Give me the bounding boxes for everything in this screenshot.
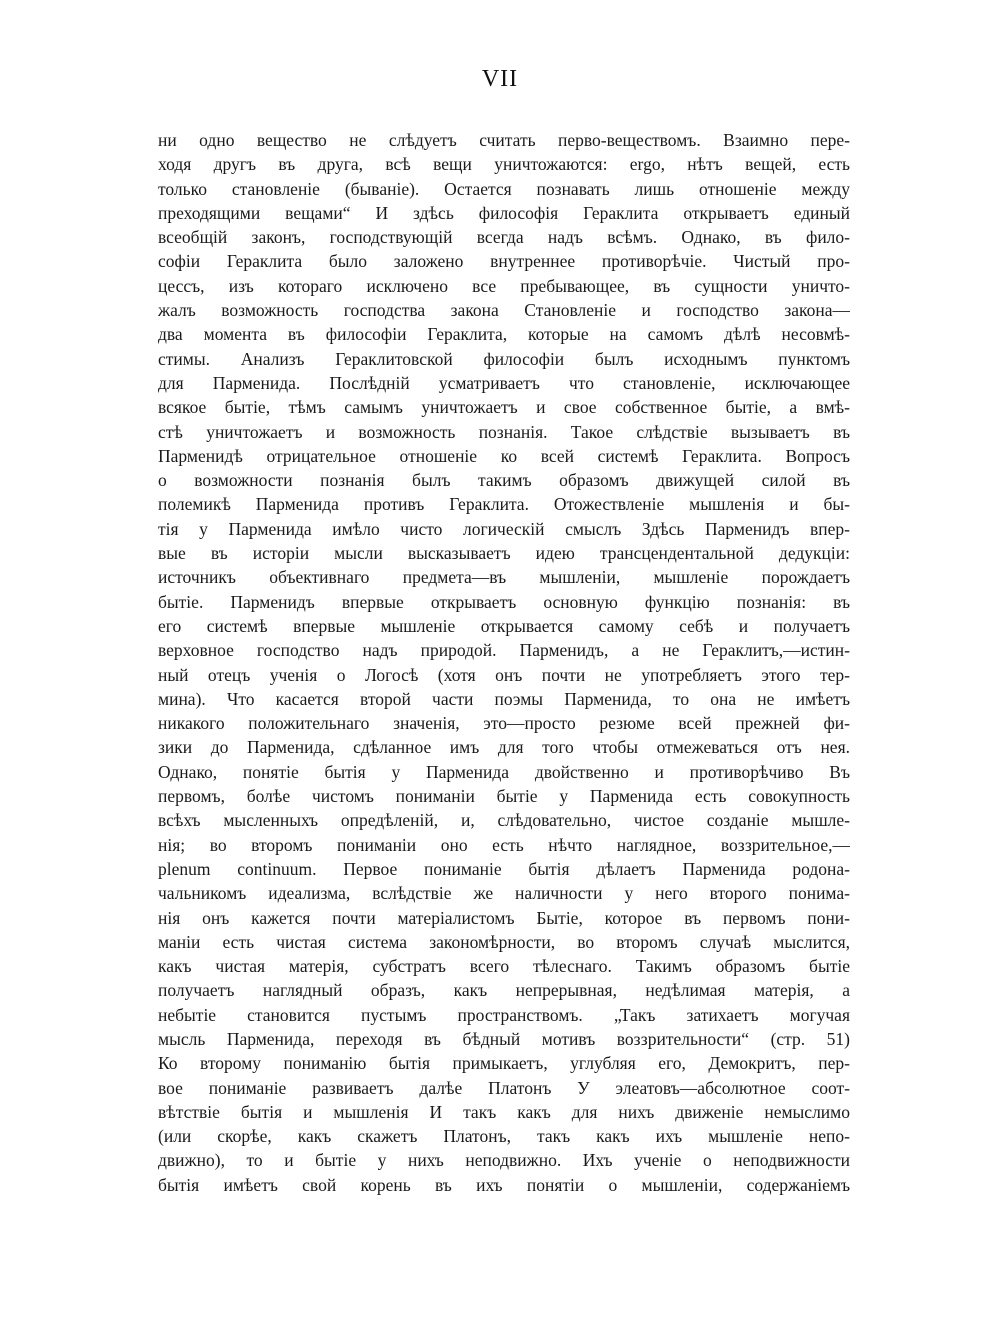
text-line: мина). Что касается второй части поэмы Парменида, то она не имѣетъ xyxy=(158,688,850,709)
text-line: всеобщій законъ, господствующій всегда надъ всѣмъ. Однако, въ фило- xyxy=(158,227,850,248)
text-line: жалъ возможность господства закона Становленіе и господство закона— xyxy=(158,300,850,321)
text-line: верховное господство надъ природой. Парменидъ, а не Гераклитъ,—истин- xyxy=(158,640,850,661)
text-line: получаетъ наглядный образъ, какъ непрерывная, недѣлимая матерія, а xyxy=(158,980,850,1001)
text-line: plenum continuum. Первое пониманіе бытія дѣлаетъ Парменида родона- xyxy=(158,858,850,879)
text-line: ходя другъ въ друга, всѣ вещи уничтожаются: ergo, нѣтъ вещей, есть xyxy=(158,154,850,175)
text-line: нія; во второмъ пониманіи оно есть нѣчто наглядное, воззрительное,— xyxy=(158,834,850,855)
text-line: вѣтствіе бытія и мышленія И такъ какъ для нихъ движеніе немыслимо xyxy=(158,1101,850,1122)
text-line: источникъ объективнаго предмета—въ мышленіи, мышленіе порождаетъ xyxy=(158,567,850,588)
text-line: ный отецъ ученія о Логосѣ (хотя онъ почти не употребляетъ этого тер- xyxy=(158,664,850,685)
text-line: какъ чистая матерія, субстратъ всего тѣлеснаго. Такимъ образомъ бытіе xyxy=(158,956,850,977)
text-line: вые въ исторіи мысли высказываетъ идею трансцендентальной дедукціи: xyxy=(158,543,850,564)
text-line: его системѣ впервые мышленіе открывается самому себѣ и получаетъ xyxy=(158,615,850,636)
text-line: два момента въ философіи Гераклита, которые на самомъ дѣлѣ несовмѣ- xyxy=(158,324,850,345)
text-line: всѣхъ мысленныхъ опредѣленій, и, слѣдовательно, чистое созданіе мышле- xyxy=(158,810,850,831)
text-line: чальникомъ идеализма, вслѣдствіе же наличности у него второго понима- xyxy=(158,883,850,904)
text-line: цессъ, изъ котораго исключено все пребывающее, въ сущности уничто- xyxy=(158,275,850,296)
text-line: всякое бытіе, тѣмъ самымъ уничтожаетъ и свое собственное бытіе, а вмѣ- xyxy=(158,397,850,418)
text-line: мысль Парменида, переходя въ бѣдный мотивъ воззрительности“ (стр. 51) xyxy=(158,1028,850,1049)
text-line: Ко второму пониманію бытія примыкаетъ, углубляя его, Демокритъ, пер- xyxy=(158,1053,850,1074)
text-line: зики до Парменида, сдѣланное имъ для того чтобы отмежеваться отъ нея. xyxy=(158,737,850,758)
text-line: о возможности познанія былъ такимъ образомъ движущей силой въ xyxy=(158,470,850,491)
text-line: софіи Гераклита было заложено внутреннее противорѣчіе. Чистый про- xyxy=(158,251,850,272)
body-text xyxy=(158,128,850,1197)
text-line: стѣ уничтожаетъ и возможность познанія. Такое слѣдствіе вызываетъ въ xyxy=(158,421,850,442)
text-line: ни одно вещество не слѣдуетъ считать перво-веществомъ. Взаимно пере- xyxy=(158,130,850,150)
text-line: тія у Парменида имѣло чисто логическій смыслъ Здѣсь Парменидъ впер- xyxy=(158,518,850,539)
text-line: стимы. Анализъ Гераклитовской философіи былъ исходнымъ пунктомъ xyxy=(158,348,850,369)
text-line: маніи есть чистая система закономѣрности, во второмъ случаѣ мыслится, xyxy=(158,931,850,952)
text-line: для Парменида. Послѣдній усматриваетъ что становленіе, исключающее xyxy=(158,372,850,393)
text-line: первомъ, болѣе чистомъ пониманіи бытіе у Парменида есть совокупность xyxy=(158,786,850,807)
text-line: полемикѣ Парменида противъ Гераклита. Отожествленіе мышленія и бы- xyxy=(158,494,850,515)
text-line: бытія имѣетъ свой корень въ ихъ понятіи о мышленіи, содержаніемъ xyxy=(158,1174,850,1195)
text-line: движно), то и бытіе у нихъ неподвижно. Ихъ ученіе о неподвижности xyxy=(158,1150,850,1171)
text-line: бытіе. Парменидъ впервые открываетъ основную функцію познанія: въ xyxy=(158,591,850,612)
text-line: небытіе становится пустымъ пространствомъ. „Такъ затихаетъ могучая xyxy=(158,1004,850,1025)
text-line: (или скорѣе, какъ скажетъ Платонъ, такъ какъ ихъ мышленіе непо- xyxy=(158,1126,850,1147)
text-line: преходящими вещами“ И здѣсь философія Гераклита открываетъ единый xyxy=(158,202,850,223)
text-line: Однако, понятіе бытія у Парменида двойственно и противорѣчиво Въ xyxy=(158,761,850,782)
text-line: вое пониманіе развиваетъ далѣе Платонъ У элеатовъ—абсолютное соот- xyxy=(158,1077,850,1098)
text-line: никакого положительнаго значенія, это—просто резюме всей прежней фи- xyxy=(158,713,850,734)
page-number: VII xyxy=(481,66,519,92)
text-line: Парменидѣ отрицательное отношеніе ко всей системѣ Гераклита. Вопросъ xyxy=(158,445,850,466)
text-line: нія онъ кажется почти матеріалистомъ Бытіе, которое въ первомъ пони- xyxy=(158,907,850,928)
text-line: только становленіе (бываніе). Остается познавать лишь отношеніе между xyxy=(158,178,850,199)
